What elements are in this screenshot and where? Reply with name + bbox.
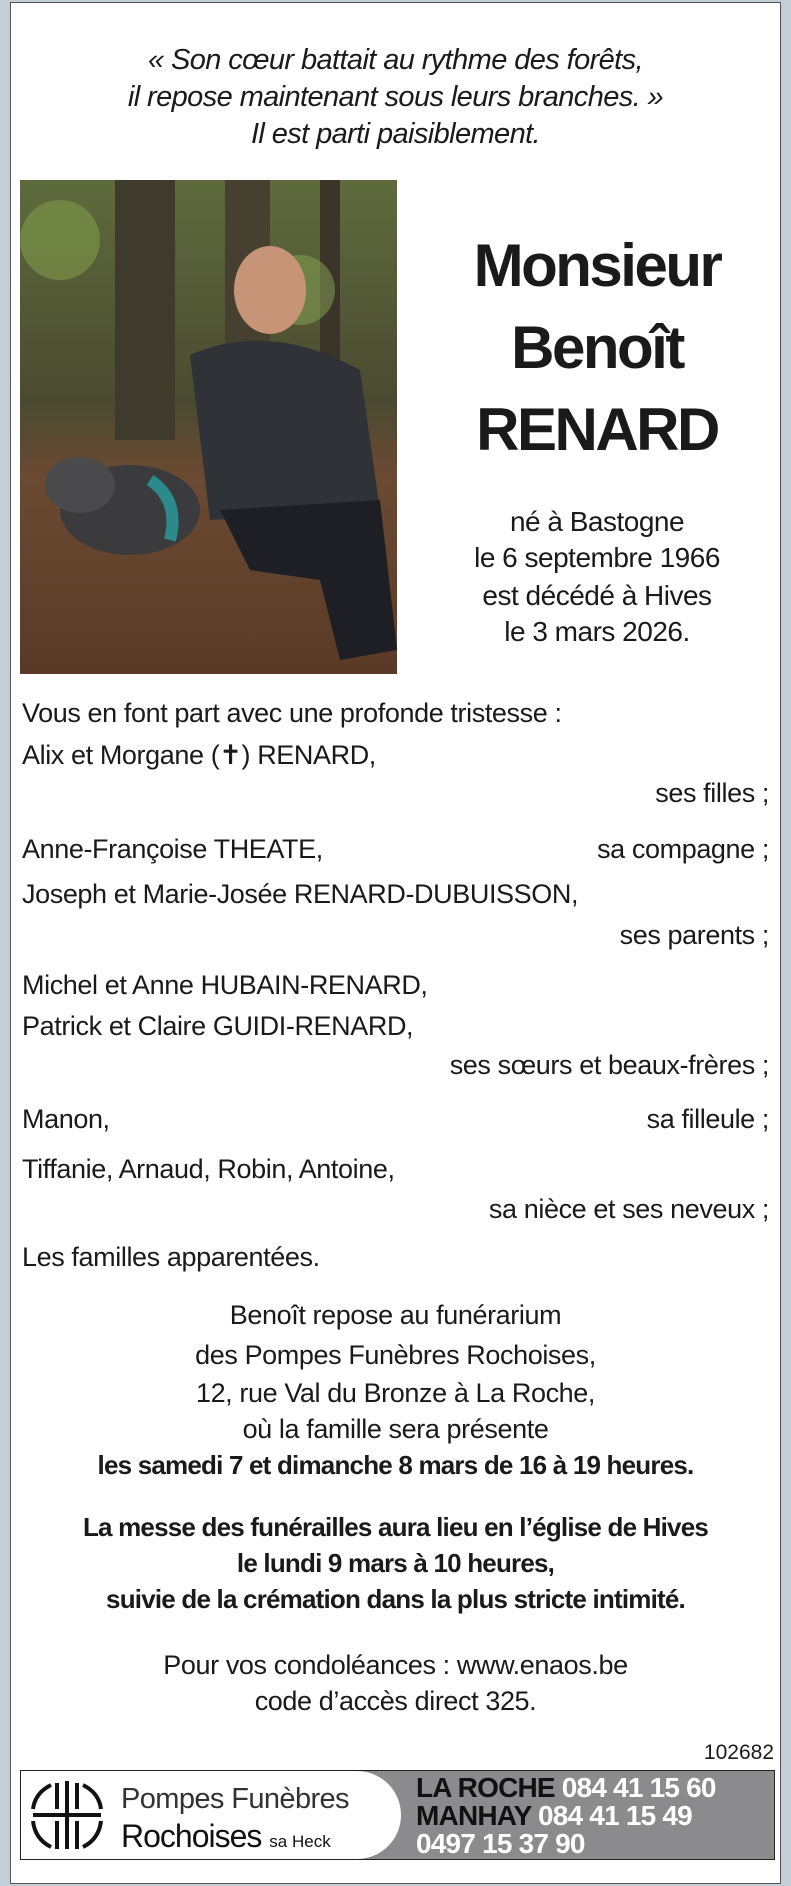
visitation-line: où la famille sera présente [242,1414,549,1444]
access-code: code d’accès direct 325. [254,1686,537,1716]
family-intro: Vous en font part avec une profonde tristesse : [22,698,562,728]
first-name: Benoît [511,314,683,381]
portrait-photo [20,180,397,674]
family-name: Joseph et Marie-Josée RENARD-DUBUISSON, [22,879,579,909]
quote-line: il repose maintenant sous leurs branches. » [127,81,664,113]
family-name: Alix et Morgane (✝) RENARD, [22,740,376,770]
funeral-home-name: Pompes Funèbres [121,1783,349,1815]
contact-manhay: MANHAY 084 41 15 49 [416,1800,692,1831]
reference-number: 102682 [703,1741,774,1764]
birth-place: né à Bastogne [509,506,685,537]
quote-line: Il est parti paisiblement. [250,118,541,150]
family-relation: ses filles ; [655,778,769,808]
family-relation: sa filleule ; [646,1104,769,1134]
contact-la-roche: LA ROCHE 084 41 15 60 [416,1772,716,1803]
funeral-home-banner [20,1770,775,1860]
visitation-line: 12, rue Val du Bronze à La Roche, [195,1378,596,1408]
family-name: Tiffanie, Arnaud, Robin, Antoine, [22,1154,395,1184]
death-date: le 3 mars 2026. [504,616,690,647]
death-place: est décédé à Hives [482,580,712,611]
family-relation: sa nièce et ses neveux ; [488,1194,769,1224]
family-name: Patrick et Claire GUIDI-RENARD, [22,1011,414,1041]
family-name: Michel et Anne HUBAIN-RENARD, [22,970,428,1000]
contact-mobile: 0497 15 37 90 [416,1828,585,1859]
quote-line: « Son cœur battait au rythme des forêts, [147,44,643,76]
last-name: RENARD [476,396,718,463]
family-name: Les familles apparentées. [22,1242,320,1272]
family-name: Anne-Françoise THEATE, [22,834,323,864]
family-name: Manon, [22,1104,110,1134]
funeral-line: La messe des funérailles aura lieu en l’église de Hives [82,1512,709,1542]
condolences-line: Pour vos condoléances : www.enaos.be [163,1650,628,1680]
birth-date: le 6 septembre 1966 [474,542,720,573]
title: Monsieur [473,232,721,299]
funeral-line: suivie de la crémation dans la plus stricte intimité. [106,1584,685,1614]
funeral-home-name-2: Rochoises sa Heck [121,1818,331,1854]
visitation-line: des Pompes Funèbres Rochoises, [195,1340,596,1370]
funeral-home-logo-icon [29,1779,105,1851]
family-relation: ses sœurs et beaux-frères ; [449,1050,769,1080]
family-relation: sa compagne ; [597,834,769,864]
visitation-line: Benoît repose au funérarium [229,1300,562,1330]
funeral-line: le lundi 9 mars à 10 heures, [236,1548,555,1578]
family-relation: ses parents ; [619,920,769,950]
visitation-hours: les samedi 7 et dimanche 8 mars de 16 à 19 heures. [97,1450,694,1480]
